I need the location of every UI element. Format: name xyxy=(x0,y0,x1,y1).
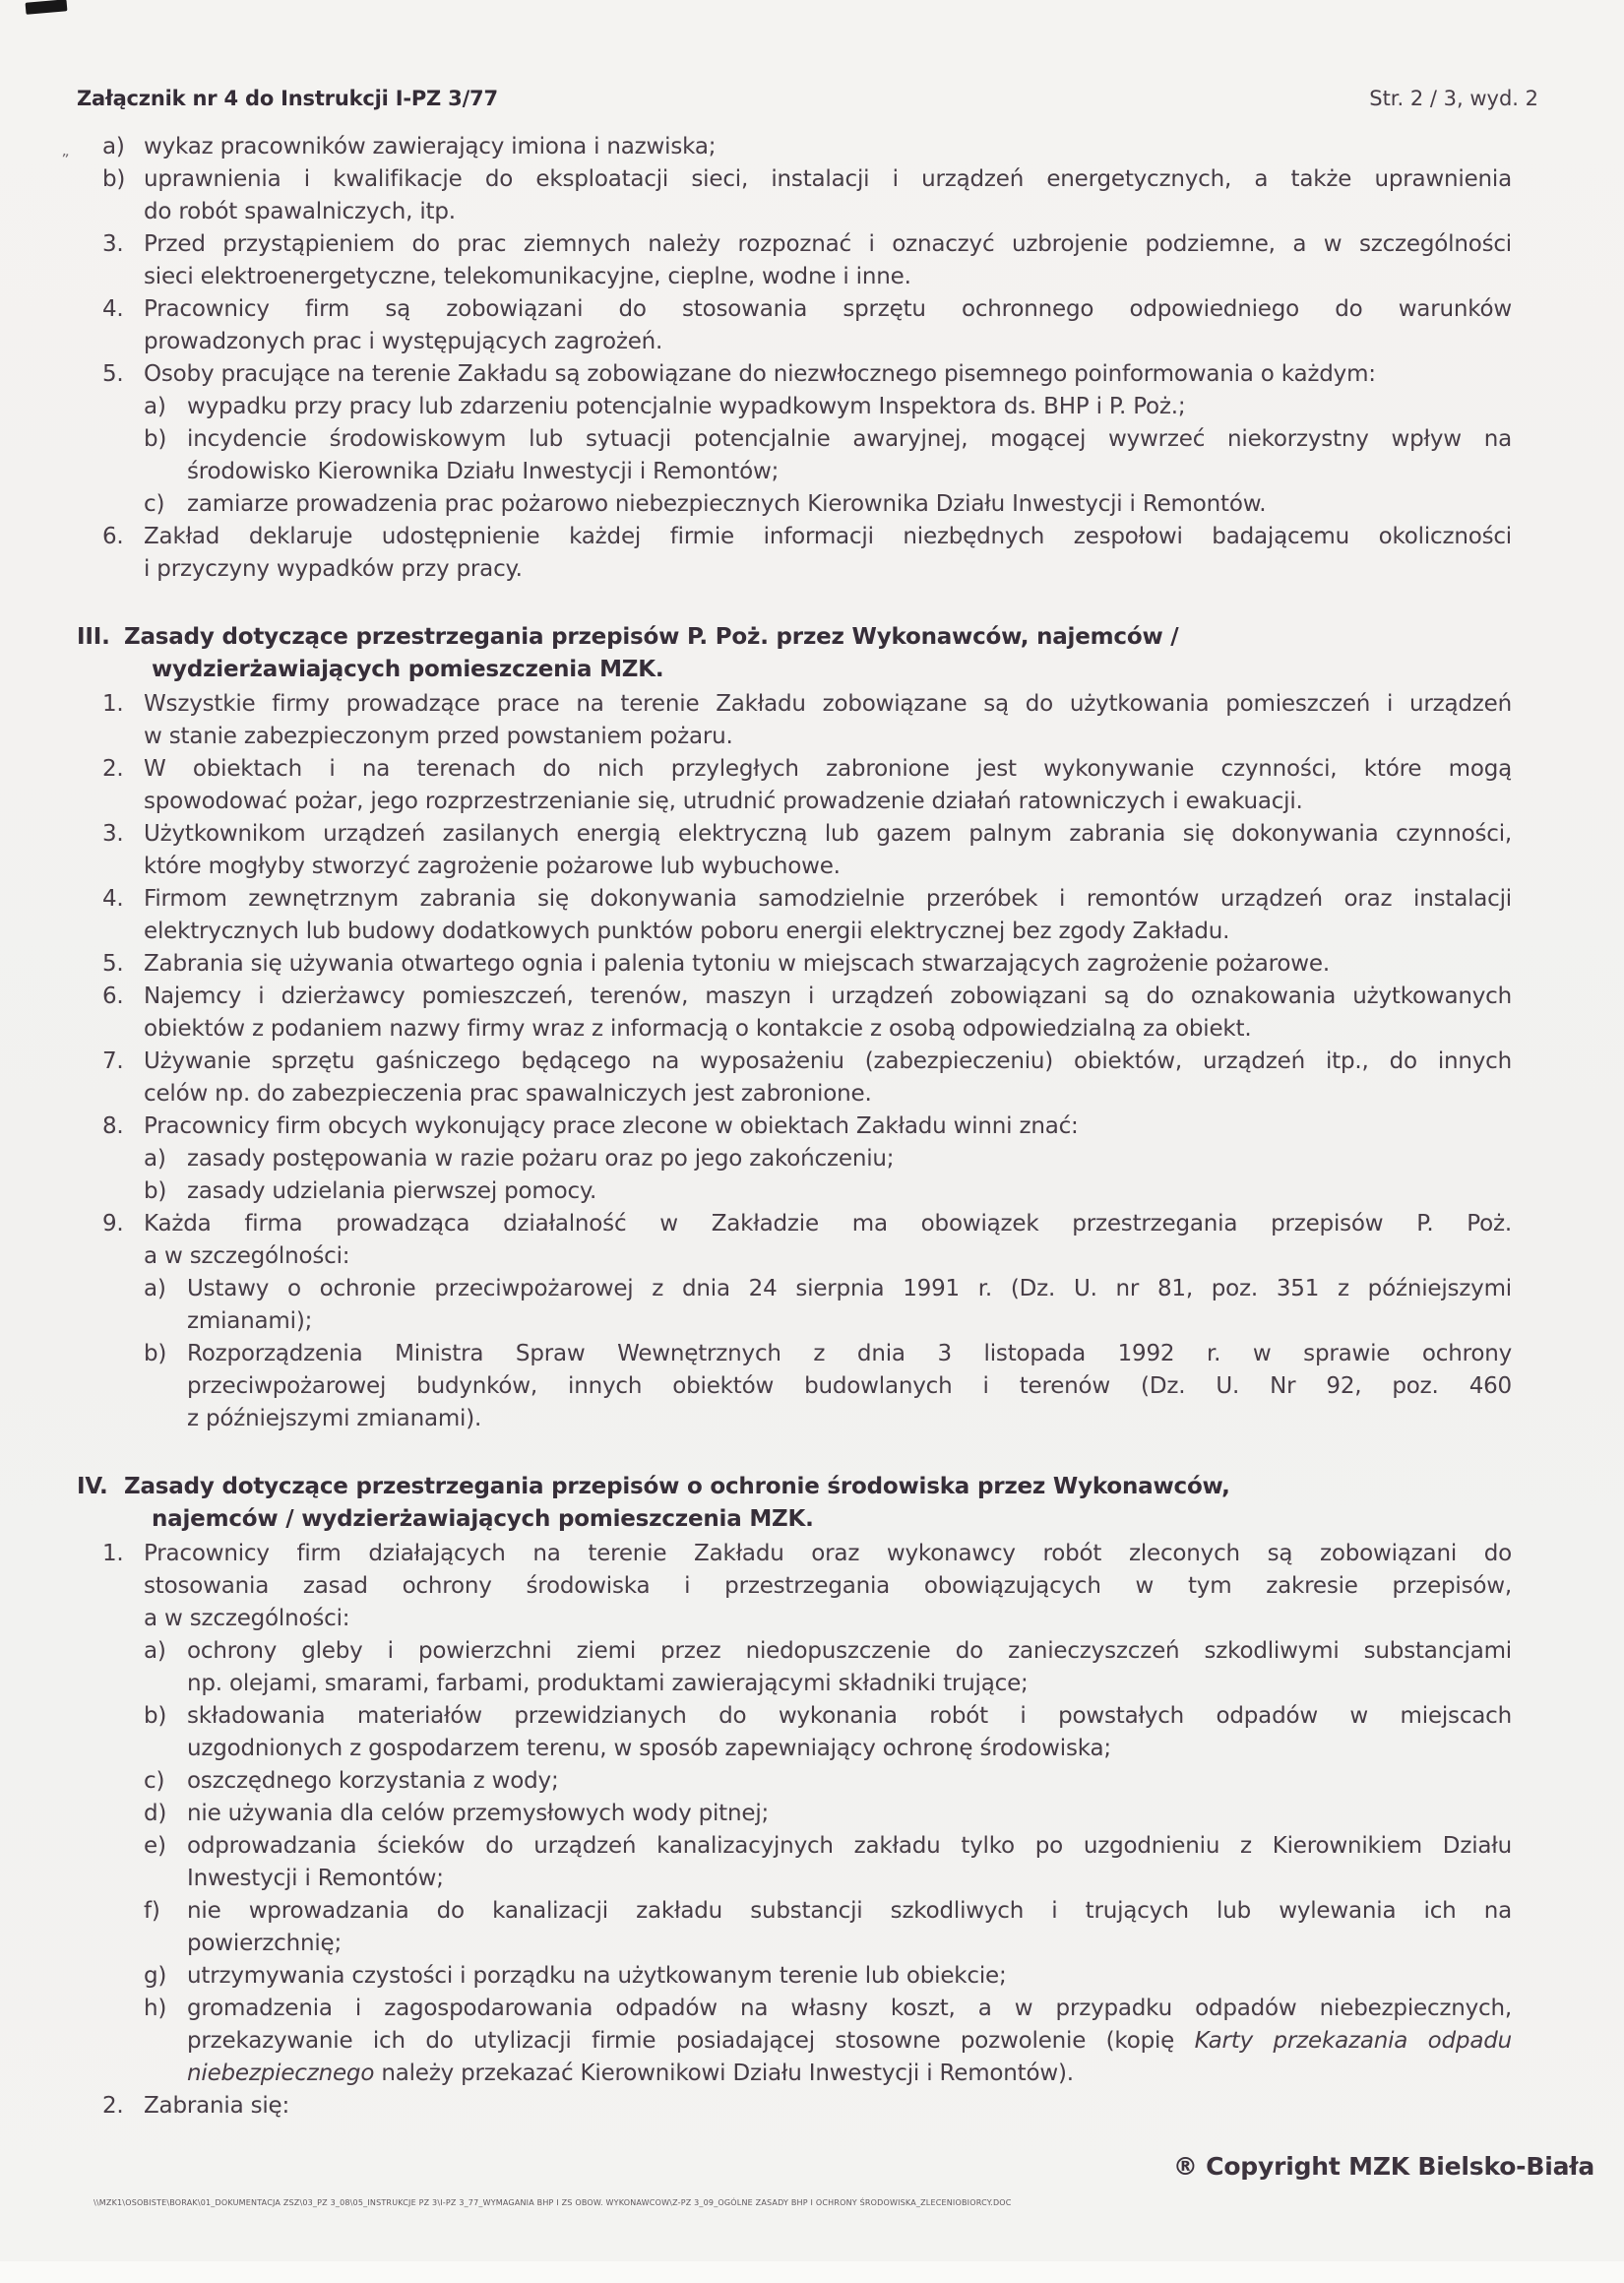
item-marker: 5. xyxy=(102,951,124,977)
item-text xyxy=(187,1895,1512,1960)
sub-list-item xyxy=(102,1765,1512,1798)
text-line: do robót spawalniczych, itp. xyxy=(144,199,456,224)
item-marker: 1. xyxy=(102,691,124,717)
text-line: spowodować pożar, jego rozprzestrzenianie się, utrudnić prowadzenie działań ratowniczych i ewakuacji. xyxy=(144,789,1303,814)
text-line: obiektów z podaniem nazwy firmy wraz z informacją o kontakcie z osobą odpowiedzialną za obiekt. xyxy=(144,1016,1252,1042)
sub-list-item xyxy=(102,1960,1512,1993)
text-line: najemców / wydzierżawiających pomieszczenia MZK. xyxy=(152,1506,814,1532)
attachment-title: Załącznik nr 4 do Instrukcji I-PZ 3/77 xyxy=(77,87,498,110)
list-item xyxy=(102,131,1512,163)
item-marker: 8. xyxy=(102,1113,124,1139)
section-ii-list xyxy=(102,228,1512,586)
text-line: które mogłyby stworzyć zagrożenie pożarowe lub wybuchowe. xyxy=(144,854,841,879)
item-marker: b) xyxy=(144,1341,167,1366)
text-line: Zakład deklaruje udostępnienie każdej firmie informacji niezbędnych zespołowi badającemu okoliczności xyxy=(144,524,1512,549)
page-number: Str. 2 / 3, wyd. 2 xyxy=(1369,87,1538,110)
item-marker: b) xyxy=(144,1178,167,1204)
item-text xyxy=(144,883,1512,948)
item-text xyxy=(144,948,1512,981)
text-line: składowania materiałów przewidzianych do wykonania robót i powstałych odpadów w miejscach xyxy=(187,1703,1512,1729)
sub-list-item xyxy=(102,1993,1512,2090)
text-line: wykaz pracowników zawierający imiona i nazwiska; xyxy=(144,134,717,159)
scan-artifact-mark xyxy=(26,0,68,15)
item-marker: g) xyxy=(144,1963,167,1989)
item-marker: 4. xyxy=(102,296,124,322)
document-file-path: \\MZK1\OSOBISTE\BORAK\01_DOKUMENTACJA ZSZ\03_PZ 3_08\05_INSTRUKCJE PZ 3\I-PZ 3_77_WYMAGANIA BHP I ZS OBOW. WYKONAWCOW\Z-PZ 3_09_OGÓLNE ZASADY BHP I OCHRONY ŚRODOWISKA_ZLECENIOBIORCY.DOC xyxy=(94,2198,1012,2207)
list-item xyxy=(102,688,1512,753)
list-item xyxy=(102,883,1512,948)
text-line: Użytkownikom urządzeń zasilanych energią elektryczną lub gazem palnym zabrania się dokonywania czynności, xyxy=(144,821,1512,847)
italic-phrase: niebezpiecznego xyxy=(187,2061,375,2086)
item-marker: a) xyxy=(144,1276,166,1301)
text-line: uzgodnionych z gospodarzem terenu, w sposób zapewniający ochronę środowiska; xyxy=(187,1736,1111,1761)
section-iv-title xyxy=(124,1471,1512,1536)
item-marker: c) xyxy=(144,491,165,517)
item-marker: 3. xyxy=(102,231,124,257)
scan-artifact-speck: ” xyxy=(59,150,70,169)
text-line: Pracownicy firm działających na terenie Zakładu oraz wykonawcy robót zleconych są zobowiązani do xyxy=(144,1541,1512,1566)
text-line: oszczędnego korzystania z wody; xyxy=(187,1768,559,1794)
list-item xyxy=(102,948,1512,981)
item-marker: 6. xyxy=(102,524,124,549)
item-text xyxy=(144,818,1512,883)
item-text xyxy=(187,1993,1512,2090)
text-line: wypadku przy pracy lub zdarzeniu potencjalnie wypadkowym Inspektora ds. BHP i P. Poż.; xyxy=(187,394,1186,419)
text-line: stosowania zasad ochrony środowiska i przestrzegania obowiązujących w tym zakresie przepisów, xyxy=(144,1573,1512,1599)
sub-list-item xyxy=(102,1830,1512,1895)
item-text xyxy=(144,1208,1512,1273)
sub-list-item xyxy=(102,423,1512,488)
item-text xyxy=(187,1765,1512,1798)
item-text xyxy=(144,1110,1512,1143)
text-line: Pracownicy firm są zobowiązani do stosowania sprzętu ochronnego odpowiedniego do warunków xyxy=(144,296,1512,322)
text-line: Zabrania się: xyxy=(144,2093,290,2119)
sub-list-item xyxy=(102,391,1512,423)
text-line: Używanie sprzętu gaśniczego będącego na wyposażeniu (zabezpieczeniu) obiektów, urządzeń itp., do innych xyxy=(144,1048,1512,1074)
text-line: Ustawy o ochronie przeciwpożarowej z dnia 24 sierpnia 1991 r. (Dz. U. nr 81, poz. 351 z późniejszymi xyxy=(187,1276,1512,1301)
item-marker: b) xyxy=(144,1703,167,1729)
item-text xyxy=(144,358,1512,391)
item-marker: 4. xyxy=(102,886,124,912)
text-line: Rozporządzenia Ministra Spraw Wewnętrznych z dnia 3 listopada 1992 r. w sprawie ochrony xyxy=(187,1341,1512,1366)
item-text xyxy=(187,1143,1512,1175)
text-line: powierzchnię; xyxy=(187,1931,343,1956)
copyright-notice: ® Copyright MZK Bielsko-Biała xyxy=(1172,2152,1594,2181)
item-marker: e) xyxy=(144,1833,166,1859)
sub-list-item xyxy=(102,1175,1512,1208)
list-item xyxy=(102,521,1512,586)
section-iv-number: IV. xyxy=(77,1474,108,1499)
text-line: elektrycznych lub budowy dodatkowych punktów poboru energii elektrycznej bez zgody Zakładu. xyxy=(144,919,1230,944)
item-text xyxy=(144,2090,1512,2123)
section-iii-list xyxy=(102,688,1512,1435)
text-line: Pracownicy firm obcych wykonujący prace zlecone w obiektach Zakładu winni znać: xyxy=(144,1113,1079,1139)
page-header xyxy=(0,85,1624,112)
text-line: w stanie zabezpieczonym przed powstaniem pożaru. xyxy=(144,724,733,749)
text-line: nie używania dla celów przemysłowych wody pitnej; xyxy=(187,1801,770,1826)
list-item xyxy=(102,981,1512,1046)
text-line: Zasady dotyczące przestrzegania przepisów P. Poż. przez Wykonawców, najemców / xyxy=(124,624,1179,650)
text-line: przekazywanie ich do utylizacji firmie posiadającej stosowne pozwolenie (kopię Karty przekazania odpadu xyxy=(187,2028,1512,2054)
text-line: a w szczególności: xyxy=(144,1243,350,1269)
section-iii-number: III. xyxy=(77,624,110,650)
item-text xyxy=(187,1960,1512,1993)
text-line: zasady postępowania w razie pożaru oraz po jego zakończeniu; xyxy=(187,1146,895,1172)
item-marker: a) xyxy=(102,134,125,159)
item-marker: 7. xyxy=(102,1048,124,1074)
text-line: uprawnienia i kwalifikacje do eksploatacji sieci, instalacji i urządzeń energetycznych, a także uprawnienia xyxy=(144,166,1512,192)
item-text xyxy=(144,521,1512,586)
item-text xyxy=(187,488,1512,521)
item-marker: 9. xyxy=(102,1211,124,1237)
list-item xyxy=(102,1538,1512,1635)
item-marker: h) xyxy=(144,1996,167,2021)
sub-list-item xyxy=(102,1700,1512,1765)
item-marker: 2. xyxy=(102,2093,124,2119)
text-line: W obiektach i na terenach do nich przyległych zabronione jest wykonywanie czynności, które mogą xyxy=(144,756,1512,782)
sub-list-item xyxy=(102,1273,1512,1338)
sub-list-item xyxy=(102,1895,1512,1960)
section-ii-continuation-list xyxy=(102,131,1512,228)
item-marker: a) xyxy=(144,1146,166,1172)
list-item xyxy=(102,163,1512,228)
text-line: Firmom zewnętrznym zabrania się dokonywania samodzielnie przeróbek i remontów urządzeń oraz instalacji xyxy=(144,886,1512,912)
text-line: incydencie środowiskowym lub sytuacji potencjalnie awaryjnej, mogącej wywrzeć niekorzystny wpływ na xyxy=(187,426,1512,452)
item-text xyxy=(144,228,1512,293)
text-line: z późniejszymi zmianami). xyxy=(187,1406,482,1431)
item-text xyxy=(144,1538,1512,1635)
sub-list-item xyxy=(102,1338,1512,1435)
document-body xyxy=(77,131,1512,2123)
sub-list-item xyxy=(102,1798,1512,1830)
item-text xyxy=(144,131,1512,163)
list-item xyxy=(102,753,1512,818)
list-item xyxy=(102,1208,1512,1273)
item-marker: 3. xyxy=(102,821,124,847)
text-line: Każda firma prowadząca działalność w Zakładzie ma obowiązek przestrzegania przepisów P. Poż. xyxy=(144,1211,1512,1237)
section-iv-heading xyxy=(77,1471,1512,1536)
text-line: i przyczyny wypadków przy pracy. xyxy=(144,556,523,582)
text-line: przeciwpożarowej budynków, innych obiektów budowlanych i terenów (Dz. U. Nr 92, poz. 460 xyxy=(187,1373,1512,1399)
item-marker: b) xyxy=(102,166,126,192)
text-line: gromadzenia i zagospodarowania odpadów na własny koszt, a w przypadku odpadów niebezpiecznych, xyxy=(187,1996,1512,2021)
text-line: Inwestycji i Remontów; xyxy=(187,1866,444,1891)
sub-list-item xyxy=(102,1635,1512,1700)
item-text xyxy=(187,1830,1512,1895)
list-item xyxy=(102,358,1512,391)
list-item xyxy=(102,2090,1512,2123)
item-marker: f) xyxy=(144,1898,160,1924)
item-marker: d) xyxy=(144,1801,167,1826)
sub-list-item xyxy=(102,1143,1512,1175)
text-line: Zasady dotyczące przestrzegania przepisów o ochronie środowiska przez Wykonawców, xyxy=(124,1474,1230,1499)
text-line: Zabrania się używania otwartego ognia i palenia tytoniu w miejscach stwarzających zagrożenie pożarowe. xyxy=(144,951,1330,977)
sub-list-item xyxy=(102,488,1512,521)
text-line: ochrony gleby i powierzchni ziemi przez niedopuszczenie do zanieczyszczeń szkodliwymi substancjami xyxy=(187,1638,1512,1664)
item-text xyxy=(187,1273,1512,1338)
item-marker: 1. xyxy=(102,1541,124,1566)
item-text xyxy=(187,1700,1512,1765)
item-text xyxy=(144,163,1512,228)
item-text xyxy=(144,981,1512,1046)
section-iv-list xyxy=(102,1538,1512,2123)
text-line: niebezpiecznego należy przekazać Kierownikowi Działu Inwestycji i Remontów). xyxy=(187,2061,1074,2086)
text-line: np. olejami, smarami, farbami, produktami zawierającymi składniki trujące; xyxy=(187,1671,1029,1696)
italic-phrase: Karty przekazania odpadu xyxy=(1194,2028,1512,2054)
text-line: wydzierżawiających pomieszczenia MZK. xyxy=(152,657,664,682)
item-text xyxy=(144,753,1512,818)
text-line: Osoby pracujące na terenie Zakładu są zobowiązane do niezwłocznego pisemnego poinformowania o każdym: xyxy=(144,361,1376,387)
list-item xyxy=(102,1046,1512,1110)
text-line: Najemcy i dzierżawcy pomieszczeń, terenów, maszyn i urządzeń zobowiązani są do oznakowania użytkowanych xyxy=(144,983,1512,1009)
text-line: nie wprowadzania do kanalizacji zakładu substancji szkodliwych i trujących lub wylewania ich na xyxy=(187,1898,1512,1924)
text-line: Wszystkie firmy prowadzące prace na terenie Zakładu zobowiązane są do użytkowania pomieszczeń i urządzeń xyxy=(144,691,1512,717)
item-marker: 5. xyxy=(102,361,124,387)
text-line: a w szczególności: xyxy=(144,1606,350,1631)
item-marker: 6. xyxy=(102,983,124,1009)
item-text xyxy=(144,688,1512,753)
item-text xyxy=(187,1338,1512,1435)
item-marker: a) xyxy=(144,1638,166,1664)
text-line: zamiarze prowadzenia prac pożarowo niebezpiecznych Kierownika Działu Inwestycji i Remontów. xyxy=(187,491,1267,517)
text-line: utrzymywania czystości i porządku na użytkowanym terenie lub obiekcie; xyxy=(187,1963,1007,1989)
item-text xyxy=(144,1046,1512,1110)
section-iii-title xyxy=(124,621,1512,686)
item-text xyxy=(144,293,1512,358)
text-line: odprowadzania ścieków do urządzeń kanalizacyjnych zakładu tylko po uzgodnieniu z Kierownikiem Działu xyxy=(187,1833,1512,1859)
list-item xyxy=(102,228,1512,293)
item-marker: c) xyxy=(144,1768,165,1794)
item-text xyxy=(187,423,1512,488)
item-marker: 2. xyxy=(102,756,124,782)
list-item xyxy=(102,1110,1512,1143)
list-item xyxy=(102,818,1512,883)
item-text xyxy=(187,391,1512,423)
paper-bottom-edge xyxy=(0,2261,1624,2283)
text-line: prowadzonych prac i występujących zagrożeń. xyxy=(144,329,663,354)
text-line: sieci elektroenergetyczne, telekomunikacyjne, cieplne, wodne i inne. xyxy=(144,264,911,289)
section-iii-heading xyxy=(77,621,1512,686)
text-line: zasady udzielania pierwszej pomocy. xyxy=(187,1178,597,1204)
list-item xyxy=(102,293,1512,358)
item-text xyxy=(187,1798,1512,1830)
item-marker: a) xyxy=(144,394,166,419)
item-marker: b) xyxy=(144,426,167,452)
item-text xyxy=(187,1635,1512,1700)
item-text xyxy=(187,1175,1512,1208)
text-line: środowisko Kierownika Działu Inwestycji i Remontów; xyxy=(187,459,780,484)
text-line: celów np. do zabezpieczenia prac spawalniczych jest zabronione. xyxy=(144,1081,872,1107)
text-line: zmianami); xyxy=(187,1308,313,1334)
text-line: Przed przystąpieniem do prac ziemnych należy rozpoznać i oznaczyć uzbrojenie podziemne, a w szczególności xyxy=(144,231,1512,257)
